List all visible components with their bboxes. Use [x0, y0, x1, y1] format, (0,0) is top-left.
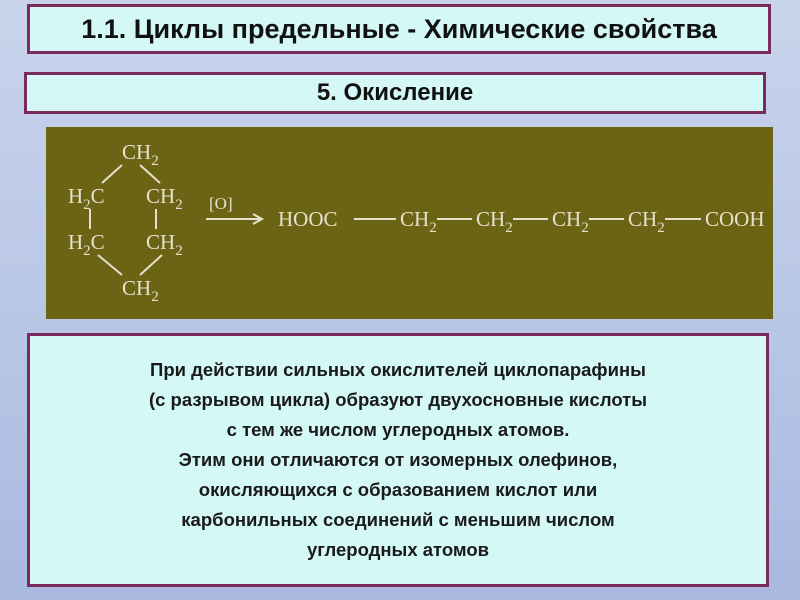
slide-title-box	[27, 4, 771, 54]
ring-atom-right-upper: $CH_2$	[146, 184, 183, 213]
explanation-line: Этим они отличаются от изомерных олефинов,	[178, 449, 618, 470]
ring-atom-bottom: $CH_2$	[122, 276, 159, 305]
product-formula: HOOC $CH_2$ $CH_2$ $CH_2$ $CH_2$ COOH	[278, 207, 765, 236]
ring-atom-top: $CH_2$	[122, 140, 159, 169]
slide-title: 1.1. Циклы предельные - Химические свойства	[81, 13, 717, 44]
explanation-line: (с разрывом цикла) образуют двухосновные кислоты	[148, 389, 648, 410]
explanation-line: углеродных атомов	[306, 539, 490, 560]
ring-atom-left-lower: $H_2C$	[68, 230, 105, 259]
section-heading-box	[24, 72, 766, 114]
reaction-scheme	[46, 127, 773, 319]
explanation-line: карбонильных соединений с меньшим числом	[181, 509, 615, 530]
ring-bond-bottom-right	[140, 255, 162, 275]
reaction-condition: [O]	[209, 194, 233, 213]
explanation-box	[27, 333, 769, 587]
explanation-line: окисляющихся с образованием кислот или	[198, 479, 598, 500]
explanation-line: с тем же числом углеродных атомов.	[226, 419, 570, 440]
section-heading: 5. Окисление	[316, 79, 474, 106]
ring-bond-bottom-left	[98, 255, 122, 275]
ring-atom-left-upper: $H_2C$	[68, 184, 105, 213]
ring-bond-top-left	[102, 165, 122, 183]
reaction-scheme-svg	[46, 127, 773, 319]
ring-atom-right-lower: $CH_2$	[146, 230, 183, 259]
explanation-line: При действии сильных окислителей циклопарафины	[150, 359, 646, 380]
